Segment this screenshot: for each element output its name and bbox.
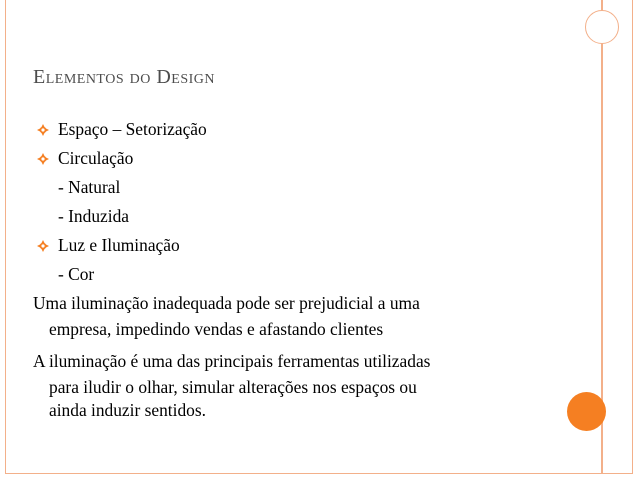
orange-quad-bullet-icon <box>36 152 50 166</box>
sub-item <box>33 173 553 202</box>
paragraph-line: Uma iluminação inadequada pode ser prejudicial a uma <box>33 293 420 313</box>
sub-item-text: - Cor <box>58 264 95 284</box>
paragraph-line: para iludir o olhar, simular alterações nos espaços ou <box>49 377 417 397</box>
paragraph-line: A iluminação é uma das principais ferramentas utilizadas <box>33 351 431 371</box>
frame-left-border <box>5 0 6 474</box>
paragraph-line: ainda induzir sentidos. <box>49 400 206 420</box>
bullet-text: Luz e Iluminação <box>58 235 180 255</box>
bullet-text: Espaço – Setorização <box>58 119 207 139</box>
orange-quad-bullet-icon <box>36 239 50 253</box>
sub-item-text: - Natural <box>58 177 121 197</box>
sub-item <box>33 202 553 231</box>
slide-content <box>33 115 553 422</box>
bullet-item <box>33 144 553 173</box>
bullet-text: Circulação <box>58 148 134 168</box>
decorative-circle-filled <box>567 392 606 431</box>
frame-bottom-border <box>5 473 633 474</box>
slide-title: Elementos do Design <box>33 66 216 88</box>
sub-item <box>33 260 553 289</box>
paragraph-line: empresa, impedindo vendas e afastando clientes <box>49 319 384 339</box>
frame-right-border <box>632 0 633 474</box>
orange-quad-bullet-icon <box>36 123 50 137</box>
bullet-item <box>33 115 553 144</box>
bullet-item <box>33 231 553 260</box>
decorative-circle-outline <box>585 10 619 44</box>
sub-item-text: - Induzida <box>58 206 129 226</box>
